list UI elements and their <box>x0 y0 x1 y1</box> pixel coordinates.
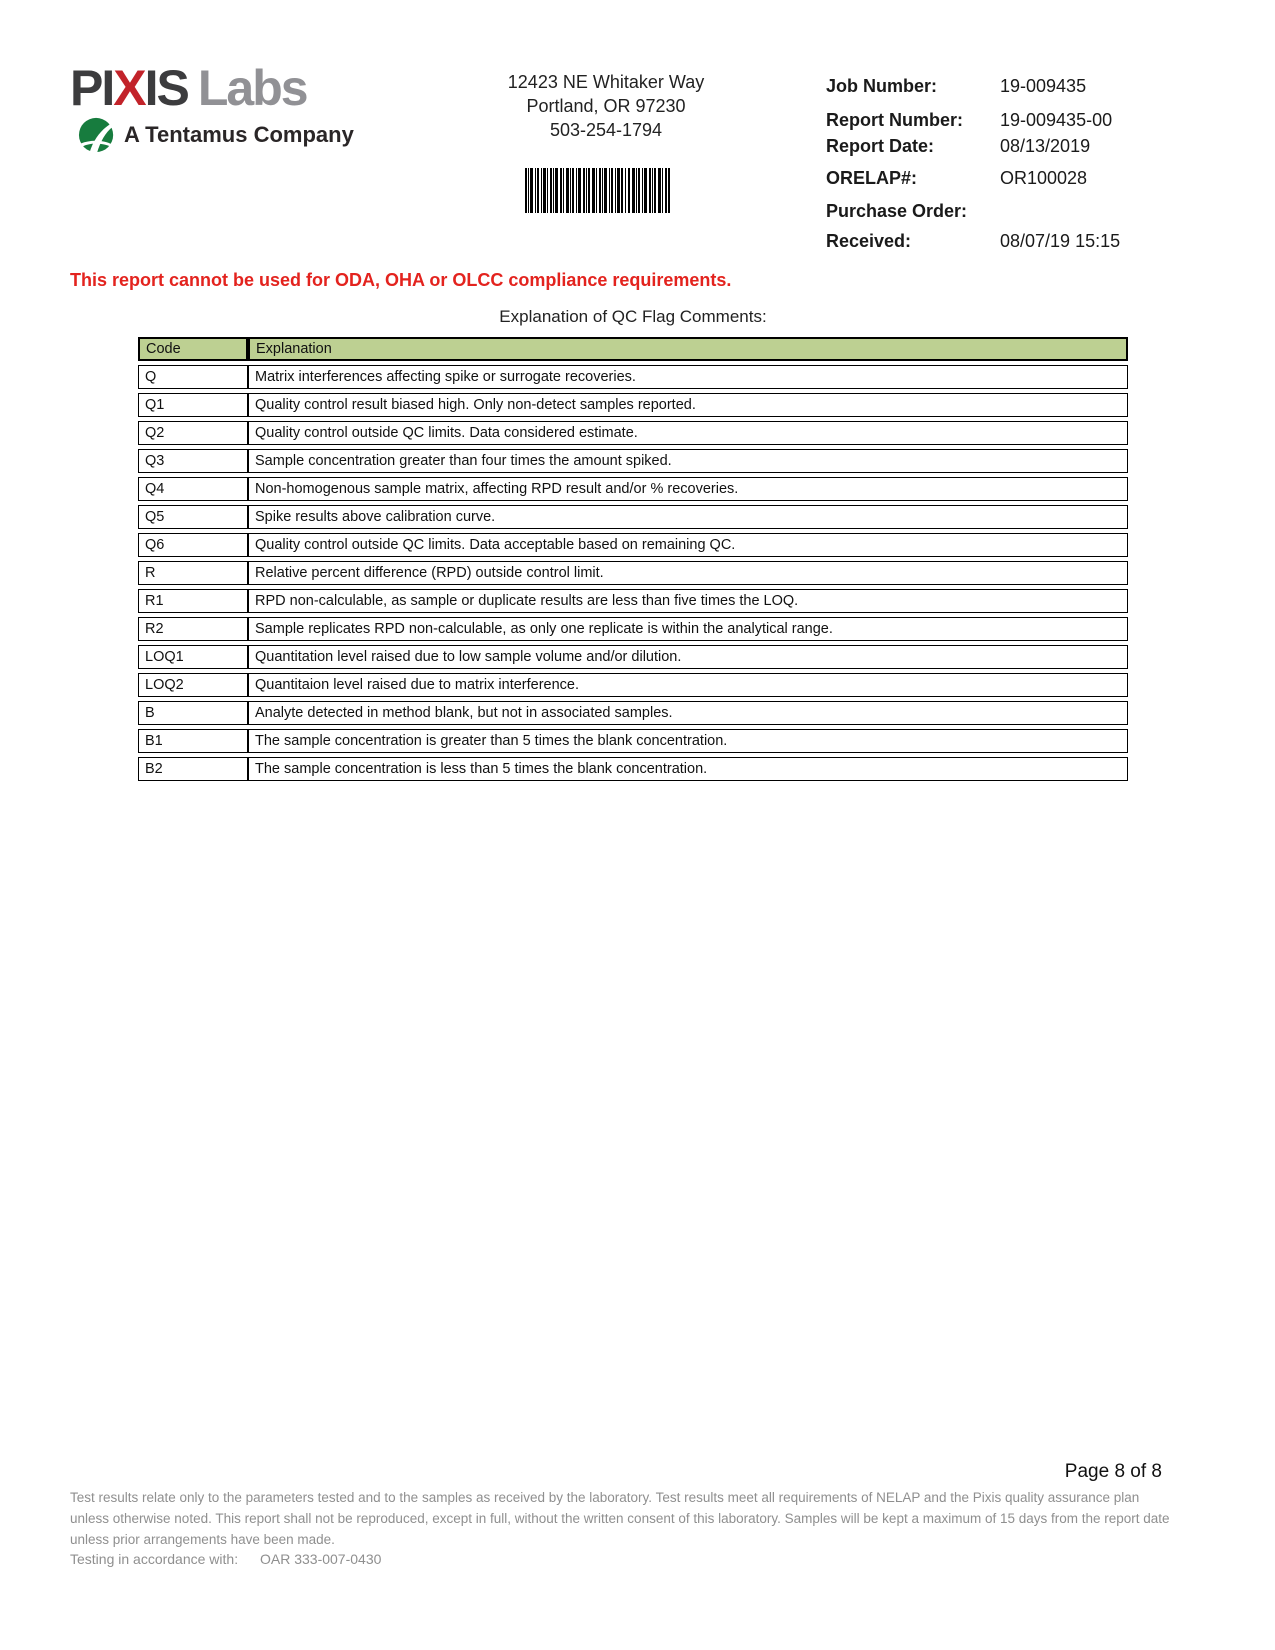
qc-explanation: Quantitation level raised due to low sample volume and/or dilution. <box>248 645 1128 669</box>
purchase-order-label: Purchase Order: <box>826 201 968 221</box>
logo-text-x: X <box>113 60 145 116</box>
orelap-value: OR100028 <box>1000 168 1088 188</box>
logo-text-is: IS <box>144 60 188 116</box>
table-row <box>138 449 1128 473</box>
qc-explanation: Quality control outside QC limits. Data considered estimate. <box>248 421 1128 445</box>
logo-tagline-text: A Tentamus Company <box>124 122 354 147</box>
report-number-value: 19-009435-00 <box>1000 110 1113 130</box>
table-row <box>138 533 1128 557</box>
qc-code: B2 <box>138 757 248 781</box>
table-row <box>138 701 1128 725</box>
address-phone: 503-254-1794 <box>549 120 663 140</box>
qc-table-header-row <box>138 337 1128 361</box>
table-row <box>138 505 1128 529</box>
table-row <box>138 421 1128 445</box>
info-row-report-number <box>826 110 1156 131</box>
qc-code: LOQ2 <box>138 673 248 697</box>
orelap-label: ORELAP#: <box>826 168 918 188</box>
qc-flag-table <box>138 333 1128 785</box>
qc-explanation: Matrix interferences affecting spike or surrogate recoveries. <box>248 365 1128 389</box>
tentamus-leaf-icon <box>78 116 116 154</box>
qc-code: Q <box>138 365 248 389</box>
barcode <box>525 168 670 213</box>
info-row-purchase-order <box>826 201 1156 222</box>
qc-code: Q2 <box>138 421 248 445</box>
report-date-value: 08/13/2019 <box>1000 136 1091 156</box>
testing-accordance-line <box>70 1551 381 1567</box>
page-number: Page 8 of 8 <box>1064 1461 1162 1482</box>
table-row <box>138 729 1128 753</box>
qc-explanation: Relative percent difference (RPD) outside control limit. <box>248 561 1128 585</box>
logo-tagline-row <box>70 116 354 154</box>
address-street: 12423 NE Whitaker Way <box>507 72 705 92</box>
qc-explanation: Quality control result biased high. Only non-detect samples reported. <box>248 393 1128 417</box>
qc-code: Q3 <box>138 449 248 473</box>
job-number-label: Job Number: <box>826 76 938 96</box>
table-row <box>138 365 1128 389</box>
footer-disclaimer: Test results relate only to the parameters tested and to the samples as received by the laboratory. Test results meet all requirements of NELAP and the Pixis quality assurance plan unless otherwise noted. This report shall not be reproduced, except in full, without the written consent of this laboratory. Samples will be kept a maximum of 15 days from the report date unless prior arrangements have been made. <box>70 1490 1170 1547</box>
received-value: 08/07/19 15:15 <box>1000 231 1121 251</box>
qc-header-code: Code <box>138 337 248 361</box>
logo-text-labs: Labs <box>197 60 307 116</box>
qc-explanation: Quantitaion level raised due to matrix interference. <box>248 673 1128 697</box>
qc-explanation: RPD non-calculable, as sample or duplicate results are less than five times the LOQ. <box>248 589 1128 613</box>
address-city: Portland, OR 97230 <box>526 96 686 116</box>
table-row <box>138 757 1128 781</box>
qc-table-title: Explanation of QC Flag Comments: <box>499 307 767 326</box>
qc-explanation: Spike results above calibration curve. <box>248 505 1128 529</box>
report-date-label: Report Date: <box>826 136 935 156</box>
qc-code: B <box>138 701 248 725</box>
qc-explanation: The sample concentration is greater than 5 times the blank concentration. <box>248 729 1128 753</box>
table-row <box>138 477 1128 501</box>
qc-explanation: The sample concentration is less than 5 times the blank concentration. <box>248 757 1128 781</box>
qc-explanation: Quality control outside QC limits. Data acceptable based on remaining QC. <box>248 533 1128 557</box>
qc-code: Q4 <box>138 477 248 501</box>
qc-code: R <box>138 561 248 585</box>
qc-explanation: Non-homogenous sample matrix, affecting RPD result and/or % recoveries. <box>248 477 1128 501</box>
info-row-job-number <box>826 76 1156 97</box>
table-row <box>138 393 1128 417</box>
qc-code: B1 <box>138 729 248 753</box>
qc-explanation: Sample replicates RPD non-calculable, as only one replicate is within the analytical range. <box>248 617 1128 641</box>
table-row <box>138 617 1128 641</box>
qc-code: LOQ1 <box>138 645 248 669</box>
logo-wordmark <box>70 62 354 114</box>
qc-header-explanation: Explanation <box>248 337 1128 361</box>
info-row-received <box>826 231 1156 252</box>
pixis-labs-logo <box>70 62 354 154</box>
info-row-report-date <box>826 136 1156 157</box>
report-number-label: Report Number: <box>826 110 964 130</box>
qc-code: R1 <box>138 589 248 613</box>
table-row <box>138 589 1128 613</box>
table-row <box>138 673 1128 697</box>
table-row <box>138 561 1128 585</box>
testing-value: OAR 333-007-0430 <box>259 1551 382 1567</box>
qc-explanation: Sample concentration greater than four times the amount spiked. <box>248 449 1128 473</box>
compliance-notice: This report cannot be used for ODA, OHA or OLCC compliance requirements. <box>70 270 732 290</box>
job-number-value: 19-009435 <box>1000 76 1087 96</box>
info-row-orelap <box>826 168 1156 189</box>
table-row <box>138 645 1128 669</box>
qc-code: Q5 <box>138 505 248 529</box>
received-label: Received: <box>826 231 912 251</box>
qc-code: Q6 <box>138 533 248 557</box>
testing-label: Testing in accordance with: <box>70 1551 239 1567</box>
report-info-block <box>826 76 1156 252</box>
qc-code: R2 <box>138 617 248 641</box>
lab-address <box>508 70 704 142</box>
logo-text-pi: PI <box>70 60 114 116</box>
qc-code: Q1 <box>138 393 248 417</box>
qc-explanation: Analyte detected in method blank, but not in associated samples. <box>248 701 1128 725</box>
